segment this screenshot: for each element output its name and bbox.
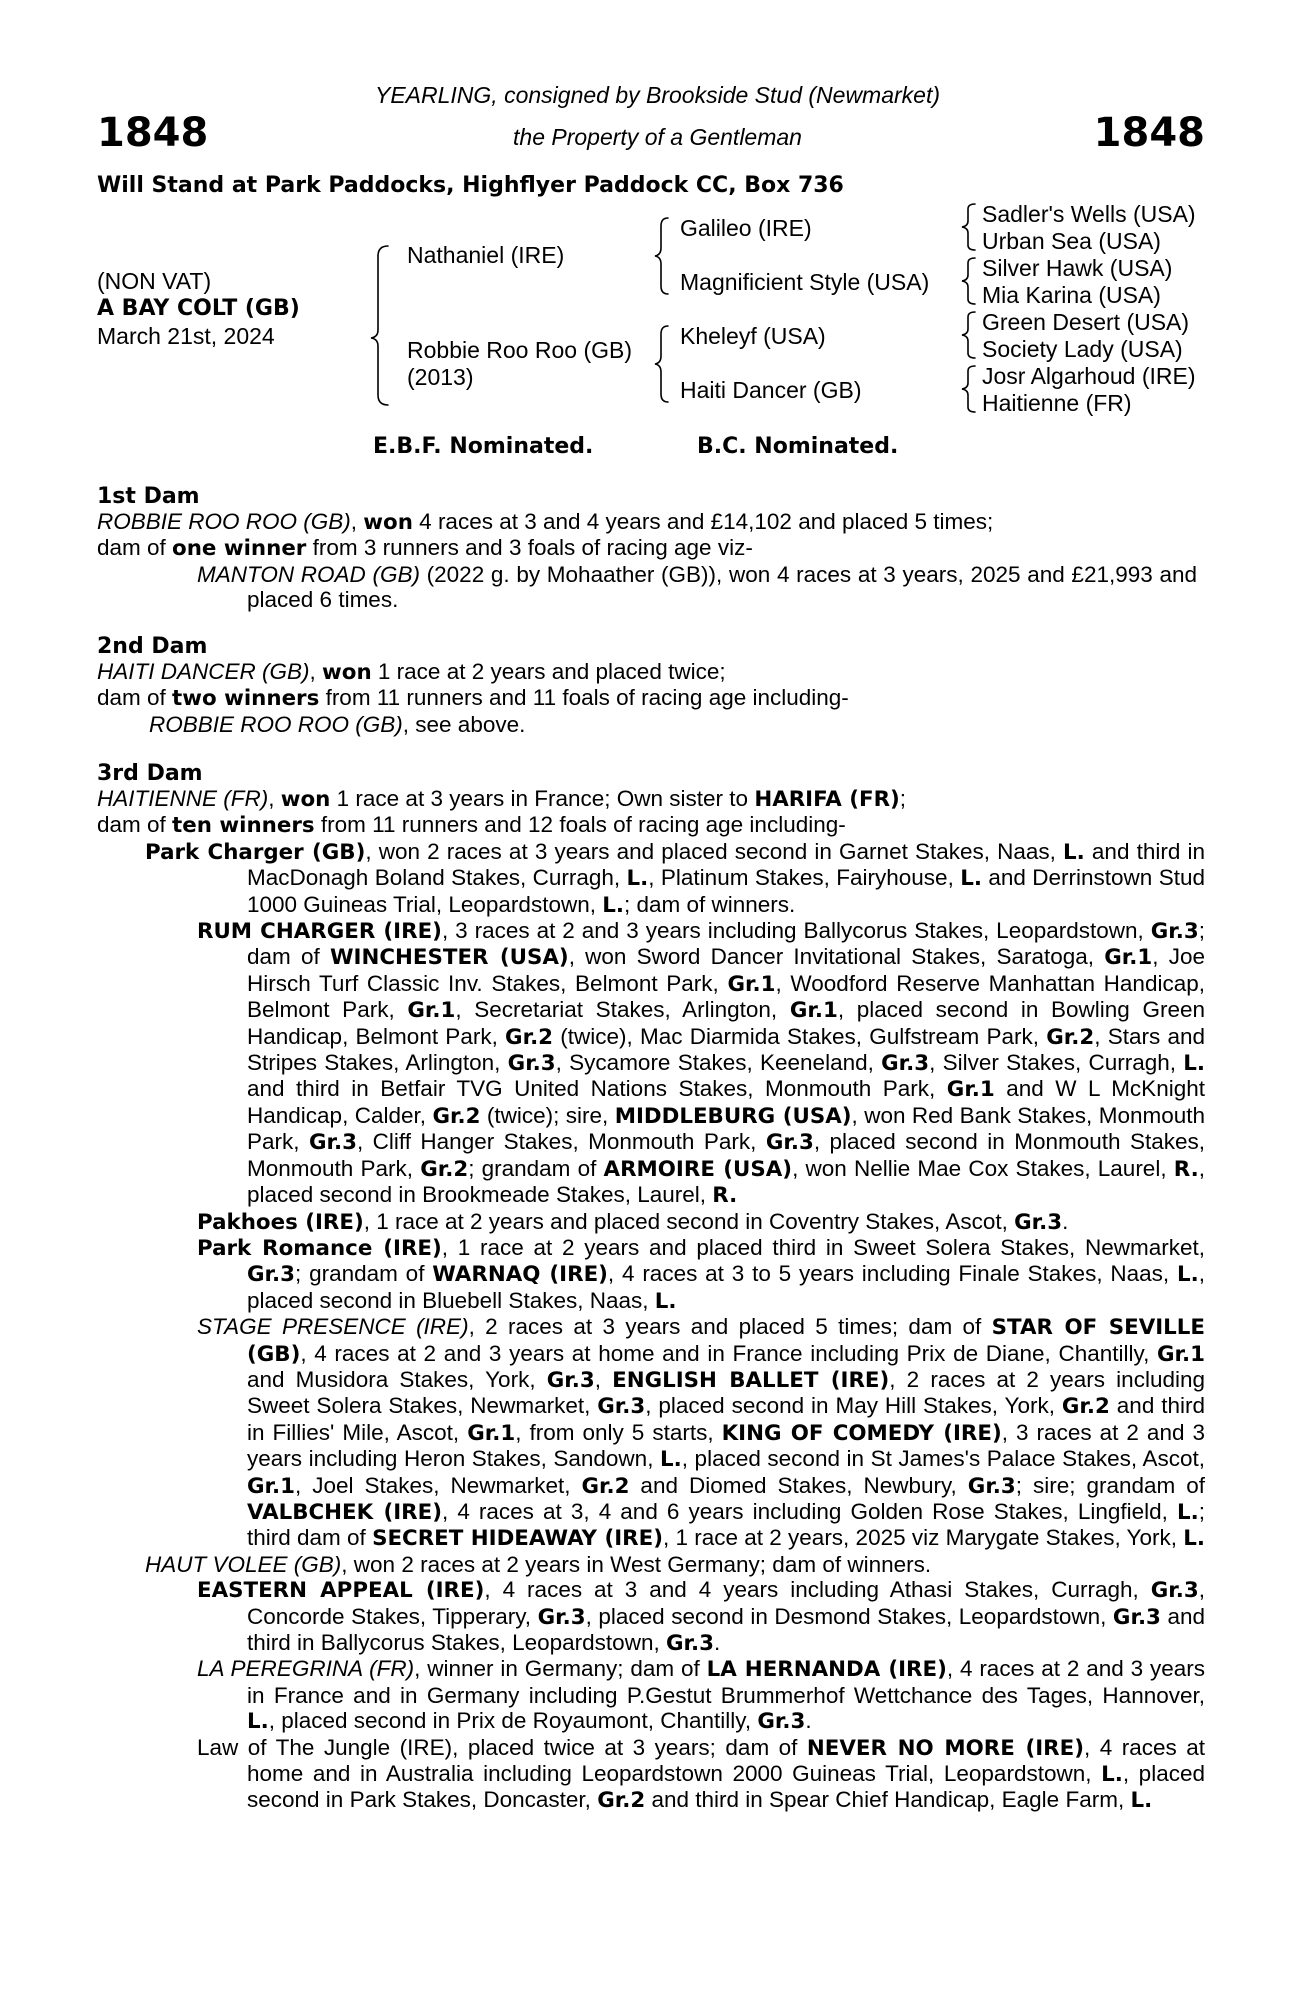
brace-sire bbox=[655, 218, 668, 294]
dam-year: (2013) bbox=[407, 364, 474, 390]
entry-pakhoes: Pakhoes (IRE), 1 race at 2 years and placed second in Coventry Stakes, Ascot, Gr.3. bbox=[197, 1208, 1069, 1235]
sire-sire: Galileo (IRE) bbox=[680, 215, 812, 241]
entry-law-of-the-jungle: Law of The Jungle (IRE), placed twice at 3 years; dam of NEVER NO MORE (IRE), 4 races at home and in Australia including Leopardstown 2000 Guineas Trial, Leopardstown, L., placed second in Park Stakes, Doncaster, Gr.2 and third in Spear Chief Handicap, Eagle Farm, L. bbox=[197, 1734, 1205, 1814]
third-dam-heading: 3rd Dam bbox=[97, 761, 203, 786]
first-dam-section bbox=[97, 509, 1205, 613]
entry-eastern-appeal: EASTERN APPEAL (IRE), 4 races at 3 and 4 years including Athasi Stakes, Curragh, Gr.3, Concorde Stakes, Tipperary, Gr.3, placed second in Desmond Stakes, Leopardstown, Gr.3 and third in Ballycorus Stakes, Leopardstown, Gr.3. bbox=[197, 1577, 1206, 1656]
second-dam-heading: 2nd Dam bbox=[97, 634, 208, 659]
foaling-date: March 21st, 2024 bbox=[97, 323, 275, 349]
grandparent-6: Society Lady (USA) bbox=[982, 336, 1183, 362]
pedigree-braces bbox=[0, 0, 1315, 460]
second-dam-line2: dam of two winners from 11 runners and 11 foals of racing age including- bbox=[97, 685, 849, 712]
sire: Nathaniel (IRE) bbox=[407, 242, 565, 268]
bc-nomination: B.C. Nominated. bbox=[697, 434, 899, 459]
grandparent-1: Sadler's Wells (USA) bbox=[982, 201, 1196, 227]
lot-number-left: 1848 bbox=[97, 110, 209, 156]
second-dam-name: HAITI DANCER (GB) bbox=[97, 659, 310, 684]
first-dam-heading: 1st Dam bbox=[97, 484, 200, 509]
grandparent-5: Green Desert (USA) bbox=[982, 309, 1190, 335]
dam-sire: Kheleyf (USA) bbox=[680, 323, 826, 349]
brace-level1 bbox=[371, 246, 388, 405]
vat-status: (NON VAT) bbox=[97, 268, 212, 294]
sire-dam: Magnificient Style (USA) bbox=[680, 269, 930, 295]
third-dam-line2: dam of ten winners from 11 runners and 12 foals of racing age including- bbox=[97, 812, 846, 839]
second-dam-offspring-1: ROBBIE ROO ROO (GB), see above. bbox=[149, 711, 526, 737]
grandparent-3: Silver Hawk (USA) bbox=[982, 255, 1173, 281]
first-dam-offspring-1: MANTON ROAD (GB) (2022 g. by Mohaather (GB)), won 4 races at 3 years, 2025 and £21,993 and placed 6 times. bbox=[197, 561, 1197, 613]
entry-park-romance: Park Romance (IRE), 1 race at 2 years and placed third in Sweet Solera Stakes, Newmarket, Gr.3; grandam of WARNAQ (IRE), 4 races at 3 to 5 years including Finale Stakes, Naas, L., placed second in Bluebell Stakes, Naas, L. bbox=[197, 1234, 1205, 1314]
second-dam-section bbox=[97, 659, 1205, 737]
entry-rum-charger: RUM CHARGER (IRE), 3 races at 2 and 3 years including Ballycorus Stakes, Leopardstown, Gr.3; dam of WINCHESTER (USA), won Sword Dancer Invitational Stakes, Saratoga, Gr.1, Joe Hirsch Turf Classic Inv. Stakes, Belmont Park, Gr.1, Woodford Reserve Manhattan Handicap, Belmont Park, Gr.1, Secretariat Stakes, Arlington, Gr.1, placed second in Bowling Green Handicap, Belmont Park, Gr.2 (twice), Mac Diarmida Stakes, Gulfstream Park, Gr.2, Stars and Stripes Stakes, Arlington, Gr.3, Sycamore Stakes, Keeneland, Gr.3, Silver Stakes, Curragh, L. and third in Betfair TVG United Nations Stakes, Monmouth Park, Gr.1 and W L McKnight Handicap, Calder, Gr.2 (twice); sire, MIDDLEBURG (USA), won Red Bank Stakes, Monmouth Park, Gr.3, Cliff Hanger Stakes, Monmouth Park, Gr.3, placed second in Monmouth Stakes, Monmouth Park, Gr.2; grandam of ARMOIRE (USA), won Nellie Mae Cox Stakes, Laurel, R., placed second in Brookmeade Stakes, Laurel, R. bbox=[197, 918, 1206, 1209]
brace-g78 bbox=[962, 366, 975, 412]
third-dam-name: HAITIENNE (FR) bbox=[97, 786, 269, 811]
lot-number-right: 1848 bbox=[1093, 110, 1205, 156]
consignor-line: YEARLING, consigned by Brookside Stud (Newmarket) bbox=[374, 82, 941, 108]
third-dam-section bbox=[97, 786, 1205, 1814]
second-dam-line1: HAITI DANCER (GB), won 1 race at 2 years and placed twice; bbox=[97, 659, 726, 685]
entry-park-charger: Park Charger (GB), won 2 races at 3 years and placed second in Garnet Stakes, Naas, L. and third in MacDonagh Boland Stakes, Curragh, L., Platinum Stakes, Fairyhouse, L. and Derrinstown Stud 1000 Guineas Trial, Leopardstown, L.; dam of winners. bbox=[145, 838, 1205, 918]
ebf-nomination: E.B.F. Nominated. bbox=[373, 434, 594, 459]
grandparent-7: Josr Algarhoud (IRE) bbox=[982, 363, 1196, 389]
grandparent-4: Mia Karina (USA) bbox=[982, 282, 1161, 308]
brace-dam bbox=[655, 326, 668, 402]
dam: Robbie Roo Roo (GB) bbox=[407, 337, 632, 363]
first-dam-line1: ROBBIE ROO ROO (GB), won 4 races at 3 and 4 years and £14,102 and placed 5 times; bbox=[97, 509, 994, 535]
entry-stage-presence: STAGE PRESENCE (IRE), 2 races at 3 years and placed 5 times; dam of STAR OF SEVILLE (GB), 4 races at 2 and 3 years at home and in France including Prix de Diane, Chantilly, Gr.1 and Musidora Stakes, York, Gr.3, ENGLISH BALLET (IRE), 2 races at 2 years including Sweet Solera Stakes, Newmarket, Gr.3, placed second in May Hill Stakes, York, Gr.2 and third in Fillies' Mile, Ascot, Gr.1, from only 5 starts, KING OF COMEDY (IRE), 3 races at 2 and 3 years including Heron Stakes, Sandown, L., placed second in St James's Palace Stakes, Ascot, Gr.1, Joel Stakes, Newmarket, Gr.2 and Diomed Stakes, Newbury, Gr.3; sire; grandam of VALBCHEK (IRE), 4 races at 3, 4 and 6 years including Golden Rose Stakes, Lingfield, L.; third dam of SECRET HIDEAWAY (IRE), 1 race at 2 years, 2025 viz Marygate Stakes, York, L. bbox=[197, 1314, 1206, 1552]
grandparent-8: Haitienne (FR) bbox=[982, 390, 1132, 416]
first-dam-line2: dam of one winner from 3 runners and 3 foals of racing age viz- bbox=[97, 535, 753, 562]
first-dam-name: ROBBIE ROO ROO (GB) bbox=[97, 509, 351, 534]
dam-dam: Haiti Dancer (GB) bbox=[680, 377, 862, 403]
third-dam-line1: HAITIENNE (FR), won 1 race at 3 years in France; Own sister to HARIFA (FR); bbox=[97, 786, 907, 812]
grandparent-2: Urban Sea (USA) bbox=[982, 228, 1161, 254]
stand-location: Will Stand at Park Paddocks, Highflyer Paddock CC, Box 736 bbox=[97, 173, 844, 198]
property-line: the Property of a Gentleman bbox=[513, 124, 802, 150]
horse-name: A BAY COLT (GB) bbox=[97, 296, 300, 321]
brace-g12 bbox=[962, 204, 975, 250]
brace-g56 bbox=[962, 312, 975, 358]
entry-la-peregrina: LA PEREGRINA (FR), winner in Germany; dam of LA HERNANDA (IRE), 4 races at 2 and 3 years in France and in Germany including P.Gestut Brummerhof Wettchance des Tages, Hannover, L., placed second in Prix de Royaumont, Chantilly, Gr.3. bbox=[197, 1656, 1205, 1735]
brace-g34 bbox=[962, 258, 975, 304]
entry-haut-volee: HAUT VOLEE (GB), won 2 races at 2 years in West Germany; dam of winners. bbox=[145, 1551, 932, 1577]
